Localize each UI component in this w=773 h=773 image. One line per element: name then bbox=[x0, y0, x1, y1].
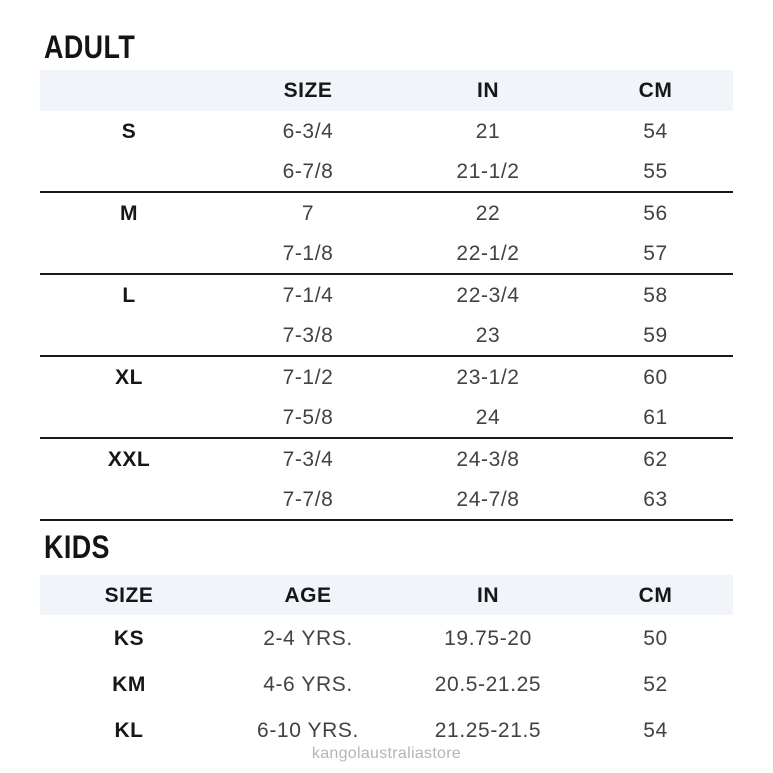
size-label: L bbox=[122, 284, 136, 307]
inches-value: 21-1/2 bbox=[456, 160, 520, 183]
table-row-xl-1 bbox=[40, 357, 733, 398]
kids-size-table bbox=[40, 575, 733, 753]
inches-value: 24 bbox=[475, 406, 501, 429]
inches-value: 22 bbox=[475, 202, 501, 225]
table-row-m-2 bbox=[40, 234, 733, 275]
cm-value: 56 bbox=[643, 202, 668, 225]
hat-size-value: 7-5/8 bbox=[282, 406, 334, 429]
table-row-xl-2 bbox=[40, 398, 733, 439]
inches-value: 23 bbox=[475, 324, 501, 347]
cm-value: 60 bbox=[643, 366, 668, 389]
adult-header-in: IN bbox=[477, 79, 499, 102]
cm-value: 52 bbox=[643, 672, 668, 696]
table-row-km bbox=[40, 661, 733, 707]
size-label: XL bbox=[115, 366, 143, 389]
hat-size-value: 7-7/8 bbox=[282, 488, 334, 511]
size-label: KM bbox=[112, 672, 146, 696]
size-label: XXL bbox=[107, 448, 151, 471]
inches-value: 21.25-21.5 bbox=[434, 718, 542, 742]
table-row-s-2 bbox=[40, 152, 733, 193]
table-row-s-1 bbox=[40, 111, 733, 152]
adult-section-title: ADULT bbox=[44, 29, 136, 65]
hat-size-value: 7 bbox=[301, 202, 315, 225]
age-value: 6-10 YRS. bbox=[257, 718, 359, 742]
cm-value: 61 bbox=[643, 406, 668, 429]
hat-size-value: 7-1/4 bbox=[282, 284, 334, 307]
hat-size-value: 6-3/4 bbox=[282, 120, 334, 143]
size-label: KL bbox=[114, 718, 144, 742]
inches-value: 20.5-21.25 bbox=[434, 672, 542, 696]
inches-value: 19.75-20 bbox=[444, 626, 532, 650]
table-row-l-2 bbox=[40, 316, 733, 357]
table-row-ks bbox=[40, 615, 733, 661]
inches-value: 24-7/8 bbox=[456, 488, 520, 511]
cm-value: 57 bbox=[643, 242, 668, 265]
hat-size-value: 7-1/8 bbox=[282, 242, 334, 265]
cm-value: 62 bbox=[643, 448, 668, 471]
store-watermark: kangolaustraliastore bbox=[311, 745, 462, 762]
table-row-xxl-2 bbox=[40, 480, 733, 521]
cm-value: 55 bbox=[643, 160, 668, 183]
hat-size-value: 7-3/8 bbox=[282, 324, 334, 347]
cm-value: 58 bbox=[643, 284, 668, 307]
hat-size-value: 7-1/2 bbox=[282, 366, 334, 389]
kids-header-size: SIZE bbox=[104, 583, 154, 607]
age-value: 4-6 YRS. bbox=[263, 672, 353, 696]
cm-value: 54 bbox=[643, 718, 668, 742]
kids-header-in: IN bbox=[477, 583, 499, 607]
hat-size-value: 6-7/8 bbox=[282, 160, 334, 183]
inches-value: 22-1/2 bbox=[456, 242, 520, 265]
age-value: 2-4 YRS. bbox=[263, 626, 353, 650]
kids-header-cm: CM bbox=[638, 583, 673, 607]
adult-header-cm: CM bbox=[638, 79, 673, 102]
adult-table-header-row bbox=[40, 70, 733, 111]
adult-size-table bbox=[40, 70, 733, 521]
size-label: KS bbox=[113, 626, 145, 650]
inches-value: 23-1/2 bbox=[456, 366, 520, 389]
kids-table-header-row bbox=[40, 575, 733, 615]
inches-value: 21 bbox=[475, 120, 501, 143]
adult-header-size: SIZE bbox=[283, 79, 333, 102]
table-row-m-1 bbox=[40, 193, 733, 234]
cm-value: 54 bbox=[643, 120, 668, 143]
size-label: S bbox=[121, 120, 137, 143]
size-label: M bbox=[120, 202, 138, 225]
table-row-xxl-1 bbox=[40, 439, 733, 480]
cm-value: 50 bbox=[643, 626, 668, 650]
inches-value: 24-3/8 bbox=[456, 448, 520, 471]
inches-value: 22-3/4 bbox=[456, 284, 520, 307]
kids-section-title: KIDS bbox=[44, 529, 110, 565]
kids-header-age: AGE bbox=[284, 583, 332, 607]
cm-value: 59 bbox=[643, 324, 668, 347]
table-row-l-1 bbox=[40, 275, 733, 316]
cm-value: 63 bbox=[643, 488, 668, 511]
hat-size-value: 7-3/4 bbox=[282, 448, 334, 471]
